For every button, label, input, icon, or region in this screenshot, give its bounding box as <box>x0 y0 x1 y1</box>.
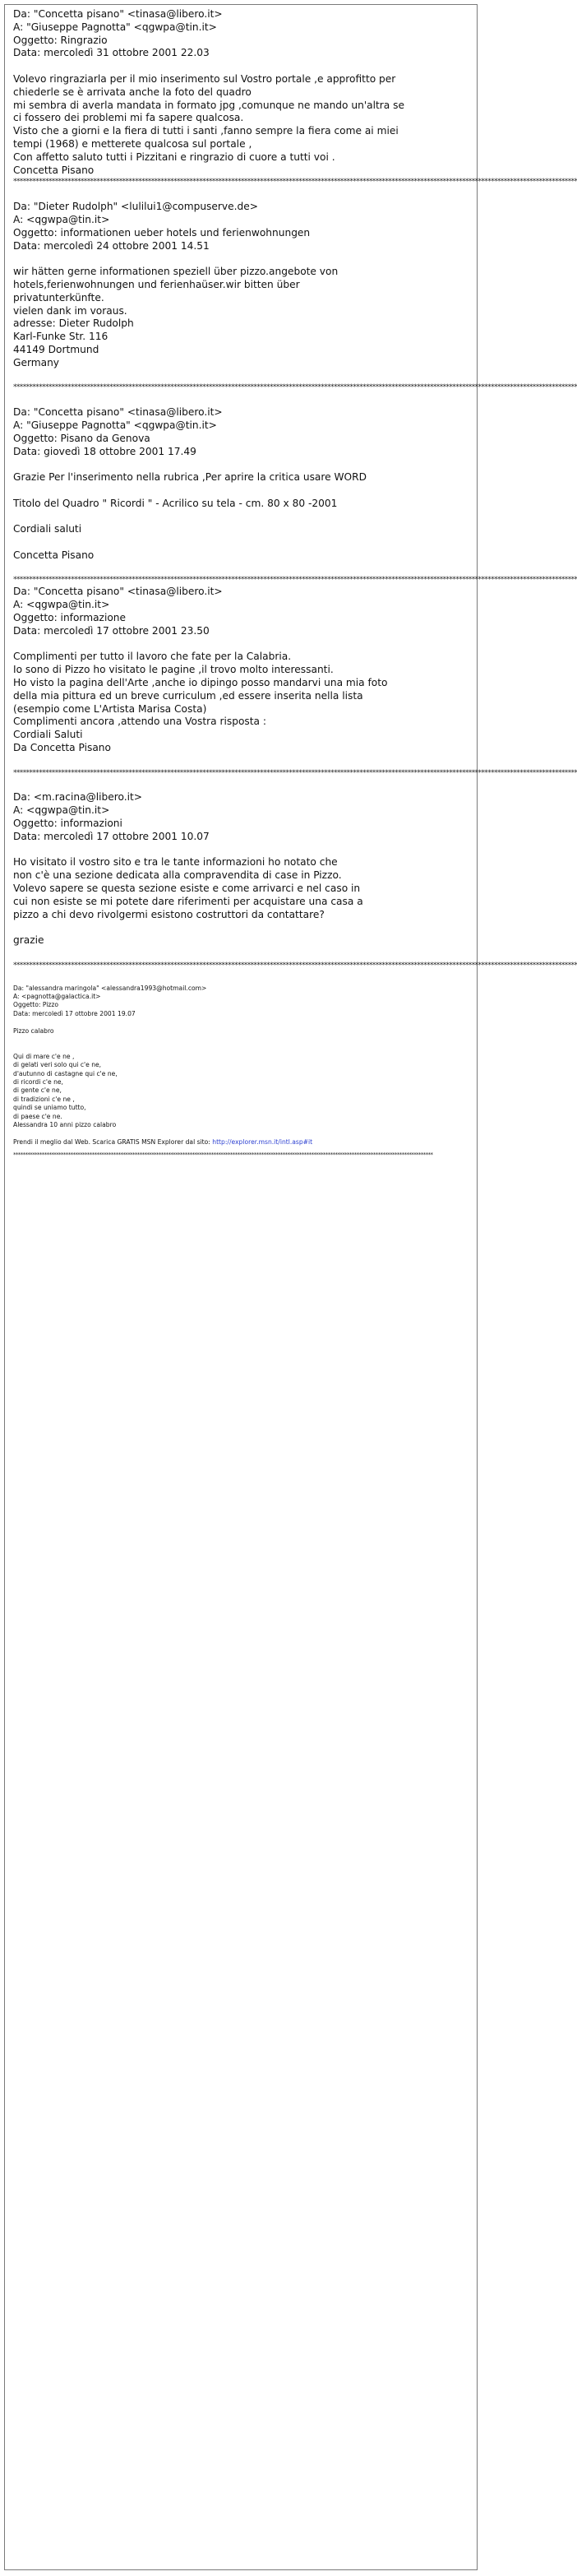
poem-line: di gelati veri solo qui c'e ne, <box>13 1061 102 1069</box>
email-body-line: adresse: Dieter Rudolph <box>13 317 134 330</box>
email-body-line: Ho visto la pagina dell'Arte ,anche io dipingo posso mandarvi una mia foto <box>13 677 388 689</box>
email-body-line: Cordiali Saluti <box>13 729 83 741</box>
separator-line: ******************************************************************************************************************************************************************************** <box>13 383 577 392</box>
email-header-line: Da: "alessandra maringola" <alessandra1993@hotmail.com> <box>13 984 207 992</box>
email-body-line: Io sono di Pizzo ho visitato le pagine ,il trovo molto interessanti. <box>13 664 334 676</box>
blank-line <box>13 844 469 857</box>
email-message <box>13 791 469 960</box>
email-header-line: Data: mercoledì 17 ottobre 2001 10.07 <box>13 830 210 842</box>
email-body-line: 44149 Dortmund <box>13 343 99 355</box>
email-body-line: Titolo del Quadro " Ricordi " - Acrilico su tela - cm. 80 x 80 -2001 <box>13 497 338 509</box>
email-body-line: chiederle se è arrivata anche la foto del quadro <box>13 86 252 98</box>
email-header-line: Data: mercoledì 17 ottobre 2001 19.07 <box>13 1009 136 1017</box>
email-body-line: Concetta Pisano <box>13 164 95 176</box>
email-body-line: Volevo ringraziarla per il mio inserimento sul Vostro portale ,e approfitto per <box>13 72 396 85</box>
email-body-line: Concetta Pisano <box>13 549 95 561</box>
email-header-line: A: <qgwpa@tin.it> <box>13 213 110 225</box>
email-body-line <box>13 510 469 523</box>
blank-line <box>13 1044 469 1052</box>
email-body-line: Cordiali saluti <box>13 523 82 535</box>
email-header-line: Oggetto: informazioni <box>13 818 122 830</box>
blank-line <box>13 393 469 406</box>
email-message <box>13 8 469 177</box>
email-header-line: Data: mercoledì 24 ottobre 2001 14.51 <box>13 239 210 252</box>
email-header-line: Da: "Dieter Rudolph" <lulilui1@compuserve.de> <box>13 201 258 213</box>
email-header-line: A: "Giuseppe Pagnotta" <qgwpa@tin.it> <box>13 419 217 431</box>
blank-line <box>13 1035 469 1044</box>
email-body-line: privatunterkünfte. <box>13 291 104 303</box>
email-body-line: ci fossero dei problemi mi fa sapere qualcosa. <box>13 112 244 124</box>
email-header-line: Da: "Concetta pisano" <tinasa@libero.it> <box>13 8 223 20</box>
separator-line: ******************************************************************************************************************************************************************************** <box>13 768 577 777</box>
email-body-line: hotels,ferienwohnungen und ferienhaüser.wir bitten über <box>13 278 300 290</box>
email-body-line: Ho visitato il vostro sito e tra le tante informazioni ho notato che <box>13 856 338 869</box>
email-header-line: Oggetto: informationen ueber hotels und ferienwohnungen <box>13 226 311 239</box>
email-body-line: grazie <box>13 934 44 947</box>
email-header-line: Oggetto: informazione <box>13 612 127 624</box>
email-body-line: Volevo sapere se questa sezione esiste e come arrivarci e nel caso in <box>13 883 361 894</box>
email-body-line: Complimenti per tutto il lavoro che fate per la Calabria. <box>13 651 292 663</box>
email-body-line: (esempio come L'Artista Marisa Costa) <box>13 702 207 715</box>
email-body-line <box>13 536 469 549</box>
separator-line: ******************************************************************************************************************************************************************************** <box>13 1151 433 1159</box>
poem-line: Qui di mare c'e ne , <box>13 1052 75 1060</box>
email-body-line: Complimenti ancora ,attendo una Vostra risposta : <box>13 716 267 728</box>
email-header-line: A: <qgwpa@tin.it> <box>13 804 110 817</box>
blank-line <box>13 253 469 266</box>
email-body-line <box>13 484 469 498</box>
poem-line: di tradizioni c'e ne , <box>13 1095 75 1103</box>
email-body-line: mi sembra di averla mandata in formato jpg ,comunque ne mando un'altra se <box>13 99 405 111</box>
email-body-line: non c'è una sezione dedicata alla compravendita di case in Pizzo. <box>13 869 342 882</box>
email-header-line: Data: mercoledì 17 ottobre 2001 23.50 <box>13 624 210 637</box>
poem-line: quindi se uniamo tutto, <box>13 1104 86 1112</box>
email-header-line: Data: mercoledì 31 ottobre 2001 22.03 <box>13 47 210 59</box>
email-header-line: Oggetto: Pizzo <box>13 1001 59 1009</box>
blank-line <box>13 1129 469 1137</box>
email-body-line: Grazie Per l'inserimento nella rubrica ,Per aprire la critica usare WORD <box>13 471 367 484</box>
poem-line: Alessandra 10 anni pizzo calabro <box>13 1121 117 1129</box>
email-header-line: Da: "Concetta pisano" <tinasa@libero.it> <box>13 586 223 598</box>
email-message-small <box>13 985 469 1147</box>
email-message <box>13 201 469 382</box>
email-body-line: Karl-Funke Str. 116 <box>13 331 108 343</box>
poem-line: di paese c'e ne. <box>13 1112 62 1120</box>
email-header-line: A: <qgwpa@tin.it> <box>13 599 110 611</box>
separator-line: ******************************************************************************************************************************************************************************** <box>13 178 577 187</box>
email-body-line: Con affetto saluto tutti i Pizzitani e ringrazio di cuore a tutti voi . <box>13 151 335 163</box>
email-body-line: cui non esiste se mi potete dare riferimenti per acquistare una casa a <box>13 895 363 907</box>
poem-line: d'autunno di castagne qui c'e ne, <box>13 1069 118 1077</box>
document-frame <box>4 4 577 2570</box>
blank-line <box>13 370 469 383</box>
separator-line: ******************************************************************************************************************************************************************************** <box>13 576 577 585</box>
email-header-line: Data: giovedì 18 ottobre 2001 17.49 <box>13 445 196 457</box>
email-body-line: pizzo a chi devo rivolgermi esistono costruttori da contattare? <box>13 908 325 920</box>
email-archive <box>5 5 577 1159</box>
blank-line <box>13 971 469 985</box>
email-subject-text: Pizzo calabro <box>13 1026 54 1035</box>
email-message <box>13 586 469 767</box>
email-header-line: Oggetto: Pisano da Genova <box>13 432 150 444</box>
email-header-line: A: <pagnotta@galactica.it> <box>13 992 101 1000</box>
email-body-line: della mia pittura ed un breve curriculum ,ed essere inserita nella lista <box>13 689 363 702</box>
poem-line: di gente c'e ne, <box>13 1086 62 1095</box>
email-message <box>13 406 469 575</box>
msn-explorer-link[interactable]: http://explorer.msn.it/intl.asp#it <box>212 1137 313 1146</box>
email-body-line: tempi (1968) e metterete qualcosa sul portale , <box>13 137 252 150</box>
email-body-line: Germany <box>13 356 60 368</box>
poem-line: di ricordi c'e ne, <box>13 1078 63 1086</box>
msn-footer-text: Prendi il meglio dal Web. Scarica GRATIS MSN Explorer dal sito: <box>13 1137 213 1146</box>
separator-line: ******************************************************************************************************************************************************************************** <box>13 961 577 970</box>
blank-line <box>13 563 469 576</box>
msn-footer <box>13 1138 469 1147</box>
email-body-line: wir hätten gerne informationen speziell über pizzo.angebote von <box>13 266 339 278</box>
email-body-line: Da Concetta Pisano <box>13 742 111 754</box>
email-header-line: A: "Giuseppe Pagnotta" <qgwpa@tin.it> <box>13 21 217 33</box>
blank-line <box>13 755 469 768</box>
blank-line <box>13 638 469 651</box>
email-header-line: Da: "Concetta pisano" <tinasa@libero.it> <box>13 406 223 419</box>
email-body-line <box>13 921 469 934</box>
blank-line <box>13 188 469 201</box>
email-header-line: Oggetto: Ringrazio <box>13 34 108 46</box>
email-body-line: Visto che a giorni e la fiera di tutti i santi ,fanno sempre la fiera come ai miei <box>13 125 399 137</box>
email-body-line: vielen dank im voraus. <box>13 304 127 317</box>
blank-line <box>13 779 469 792</box>
blank-line <box>13 60 469 73</box>
email-header-line: Da: <m.racina@libero.it> <box>13 791 142 804</box>
blank-line <box>13 947 469 961</box>
blank-line <box>13 1018 469 1026</box>
blank-line <box>13 458 469 471</box>
